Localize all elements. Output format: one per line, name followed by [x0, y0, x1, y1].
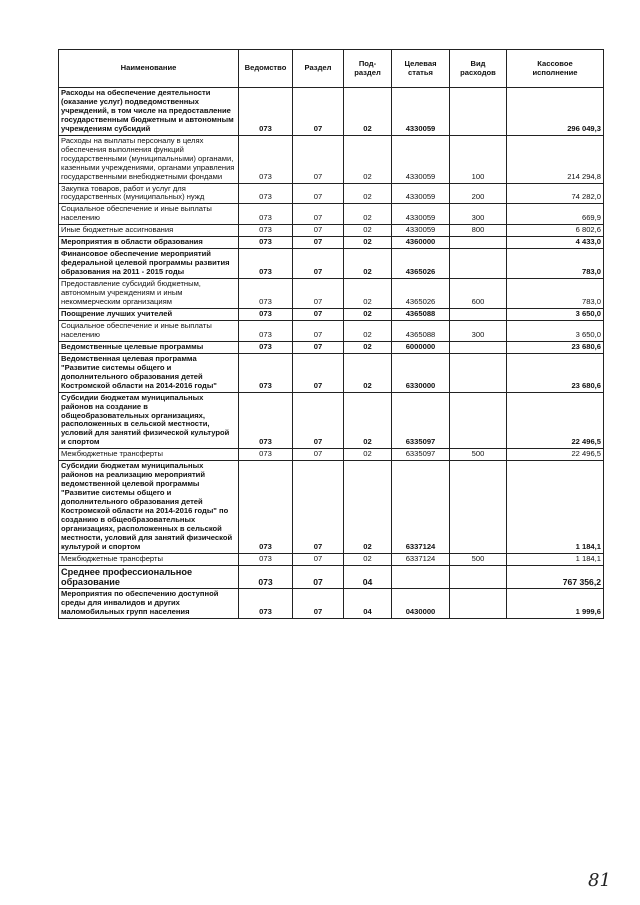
- table-header-row: [59, 50, 604, 88]
- cell-section: 07: [293, 135, 344, 183]
- cell-name: Ведомственные целевые программы: [59, 341, 239, 353]
- cell-department: 073: [239, 225, 293, 237]
- table-row: [59, 449, 604, 461]
- page-number: 81: [588, 870, 611, 891]
- cell-section: 07: [293, 341, 344, 353]
- cell-subsection: 02: [344, 279, 392, 309]
- cell-expense-type: [450, 249, 507, 279]
- cell-name: Среднее профессиональное образование: [59, 565, 239, 589]
- cell-name: Предоставление субсидий бюджетным, автономным учреждениям и иным некоммерческим организациям: [59, 279, 239, 309]
- cell-target-article: 4330059: [392, 88, 450, 136]
- cell-subsection: 02: [344, 553, 392, 565]
- cell-amount: 1 999,6: [507, 589, 604, 619]
- table-row: [59, 308, 604, 320]
- header-department: Ведомство: [239, 50, 293, 88]
- table-row: [59, 135, 604, 183]
- table-row: [59, 461, 604, 554]
- cell-section: 07: [293, 308, 344, 320]
- cell-name: Ведомственная целевая программа "Развитие системы общего и дополнительного образования детей Костромской области на 2014-2016 годы": [59, 353, 239, 392]
- cell-amount: 783,0: [507, 279, 604, 309]
- cell-amount: 1 184,1: [507, 553, 604, 565]
- cell-section: 07: [293, 392, 344, 449]
- cell-department: 073: [239, 279, 293, 309]
- cell-subsection: 02: [344, 225, 392, 237]
- cell-department: 073: [239, 237, 293, 249]
- cell-department: 073: [239, 204, 293, 225]
- cell-department: 073: [239, 553, 293, 565]
- cell-subsection: 02: [344, 320, 392, 341]
- cell-amount: 1 184,1: [507, 461, 604, 554]
- cell-expense-type: 500: [450, 449, 507, 461]
- cell-target-article: [392, 565, 450, 589]
- cell-department: 073: [239, 320, 293, 341]
- cell-expense-type: [450, 237, 507, 249]
- cell-subsection: 02: [344, 461, 392, 554]
- cell-amount: 22 496,5: [507, 392, 604, 449]
- table-row: [59, 225, 604, 237]
- cell-subsection: 04: [344, 589, 392, 619]
- table-row: [59, 565, 604, 589]
- cell-subsection: 02: [344, 449, 392, 461]
- table-row: [59, 589, 604, 619]
- cell-target-article: 4330059: [392, 183, 450, 204]
- cell-subsection: 02: [344, 183, 392, 204]
- cell-department: 073: [239, 135, 293, 183]
- cell-subsection: 02: [344, 249, 392, 279]
- cell-amount: 23 680,6: [507, 353, 604, 392]
- cell-name: Мероприятия в области образования: [59, 237, 239, 249]
- cell-subsection: 02: [344, 88, 392, 136]
- table-row: [59, 183, 604, 204]
- cell-section: 07: [293, 589, 344, 619]
- cell-target-article: 6335097: [392, 392, 450, 449]
- table-row: [59, 320, 604, 341]
- cell-section: 07: [293, 204, 344, 225]
- cell-name: Расходы на обеспечение деятельности (оказание услуг) подведомственных учреждений, в том числе на предоставление государственным бюджетным и автономным учреждениям субсидий: [59, 88, 239, 136]
- cell-expense-type: [450, 308, 507, 320]
- cell-section: 07: [293, 279, 344, 309]
- cell-name: Расходы на выплаты персоналу в целях обеспечения выполнения функций государственными (муниципальными) органами, казенными учреждениями, органами управления государственными внебюджетными фондами: [59, 135, 239, 183]
- cell-section: 07: [293, 249, 344, 279]
- cell-subsection: 02: [344, 341, 392, 353]
- cell-department: 073: [239, 341, 293, 353]
- cell-amount: 296 049,3: [507, 88, 604, 136]
- cell-name: Межбюджетные трансферты: [59, 553, 239, 565]
- cell-target-article: 6335097: [392, 449, 450, 461]
- cell-subsection: 02: [344, 353, 392, 392]
- table-row: [59, 392, 604, 449]
- header-cash-execution: Кассовое исполнение: [507, 50, 604, 88]
- cell-expense-type: [450, 461, 507, 554]
- cell-department: 073: [239, 308, 293, 320]
- cell-name: Социальное обеспечение и иные выплаты населению: [59, 204, 239, 225]
- cell-amount: 23 680,6: [507, 341, 604, 353]
- cell-section: 07: [293, 461, 344, 554]
- cell-amount: 783,0: [507, 249, 604, 279]
- cell-expense-type: [450, 353, 507, 392]
- cell-target-article: 4365026: [392, 279, 450, 309]
- cell-department: 073: [239, 88, 293, 136]
- cell-target-article: 4330059: [392, 135, 450, 183]
- cell-target-article: 4365088: [392, 308, 450, 320]
- cell-expense-type: 600: [450, 279, 507, 309]
- budget-table: [58, 49, 604, 619]
- cell-name: Мероприятия по обеспечению доступной среды для инвалидов и других маломобильных групп населения: [59, 589, 239, 619]
- cell-name: Финансовое обеспечение мероприятий федеральной целевой программы развития образования на 2011 - 2015 годы: [59, 249, 239, 279]
- table-row: [59, 553, 604, 565]
- table-row: [59, 88, 604, 136]
- cell-name: Межбюджетные трансферты: [59, 449, 239, 461]
- cell-name: Субсидии бюджетам муниципальных районов на реализацию мероприятий ведомственной целевой программы "Развитие системы общего и дополнительного образования детей Костромской области на 2014-2016 годы" по созданию в общеобразовательных организациях, расположенных в сельской местности, условий для занятий физической культурой и спортом: [59, 461, 239, 554]
- cell-expense-type: 300: [450, 320, 507, 341]
- cell-target-article: 6337124: [392, 461, 450, 554]
- table-row: [59, 204, 604, 225]
- cell-department: 073: [239, 392, 293, 449]
- cell-subsection: 02: [344, 308, 392, 320]
- table-row: [59, 279, 604, 309]
- table-row: [59, 341, 604, 353]
- cell-target-article: 6337124: [392, 553, 450, 565]
- table-body: [59, 88, 604, 619]
- cell-expense-type: 800: [450, 225, 507, 237]
- cell-section: 07: [293, 183, 344, 204]
- cell-amount: 669,9: [507, 204, 604, 225]
- cell-amount: 6 802,6: [507, 225, 604, 237]
- cell-name: Субсидии бюджетам муниципальных районов на создание в общеобразовательных организациях, расположенных в сельской местности, условий для занятий физической культурой и спортом: [59, 392, 239, 449]
- cell-subsection: 02: [344, 135, 392, 183]
- cell-department: 073: [239, 353, 293, 392]
- cell-subsection: 02: [344, 392, 392, 449]
- cell-target-article: 4330059: [392, 204, 450, 225]
- cell-target-article: 6330000: [392, 353, 450, 392]
- cell-target-article: 6000000: [392, 341, 450, 353]
- cell-section: 07: [293, 565, 344, 589]
- cell-department: 073: [239, 565, 293, 589]
- table-row: [59, 353, 604, 392]
- cell-subsection: 02: [344, 204, 392, 225]
- table-row: [59, 237, 604, 249]
- cell-section: 07: [293, 88, 344, 136]
- cell-target-article: 4330059: [392, 225, 450, 237]
- cell-expense-type: [450, 565, 507, 589]
- header-section: Раздел: [293, 50, 344, 88]
- cell-department: 073: [239, 589, 293, 619]
- cell-section: 07: [293, 320, 344, 341]
- cell-expense-type: 500: [450, 553, 507, 565]
- cell-target-article: 4365026: [392, 249, 450, 279]
- cell-expense-type: 100: [450, 135, 507, 183]
- cell-name: Иные бюджетные ассигнования: [59, 225, 239, 237]
- cell-department: 073: [239, 461, 293, 554]
- cell-expense-type: 200: [450, 183, 507, 204]
- cell-department: 073: [239, 449, 293, 461]
- cell-section: 07: [293, 449, 344, 461]
- cell-expense-type: [450, 341, 507, 353]
- cell-target-article: 4360000: [392, 237, 450, 249]
- cell-amount: 3 650,0: [507, 320, 604, 341]
- cell-amount: 767 356,2: [507, 565, 604, 589]
- cell-name: Закупка товаров, работ и услуг для государственных (муниципальных) нужд: [59, 183, 239, 204]
- cell-expense-type: [450, 88, 507, 136]
- header-target-article: Целевая статья: [392, 50, 450, 88]
- cell-target-article: 0430000: [392, 589, 450, 619]
- cell-section: 07: [293, 353, 344, 392]
- cell-amount: 22 496,5: [507, 449, 604, 461]
- table-row: [59, 249, 604, 279]
- cell-amount: 74 282,0: [507, 183, 604, 204]
- cell-expense-type: 300: [450, 204, 507, 225]
- cell-expense-type: [450, 392, 507, 449]
- cell-section: 07: [293, 553, 344, 565]
- cell-name: Социальное обеспечение и иные выплаты населению: [59, 320, 239, 341]
- header-subsection: Под- раздел: [344, 50, 392, 88]
- cell-amount: 4 433,0: [507, 237, 604, 249]
- cell-amount: 214 294,8: [507, 135, 604, 183]
- cell-section: 07: [293, 225, 344, 237]
- cell-amount: 3 650,0: [507, 308, 604, 320]
- header-name: Наименование: [59, 50, 239, 88]
- cell-department: 073: [239, 249, 293, 279]
- cell-department: 073: [239, 183, 293, 204]
- cell-expense-type: [450, 589, 507, 619]
- header-expense-type: Вид расходов: [450, 50, 507, 88]
- cell-section: 07: [293, 237, 344, 249]
- cell-subsection: 04: [344, 565, 392, 589]
- cell-target-article: 4365088: [392, 320, 450, 341]
- cell-subsection: 02: [344, 237, 392, 249]
- cell-name: Поощрение лучших учителей: [59, 308, 239, 320]
